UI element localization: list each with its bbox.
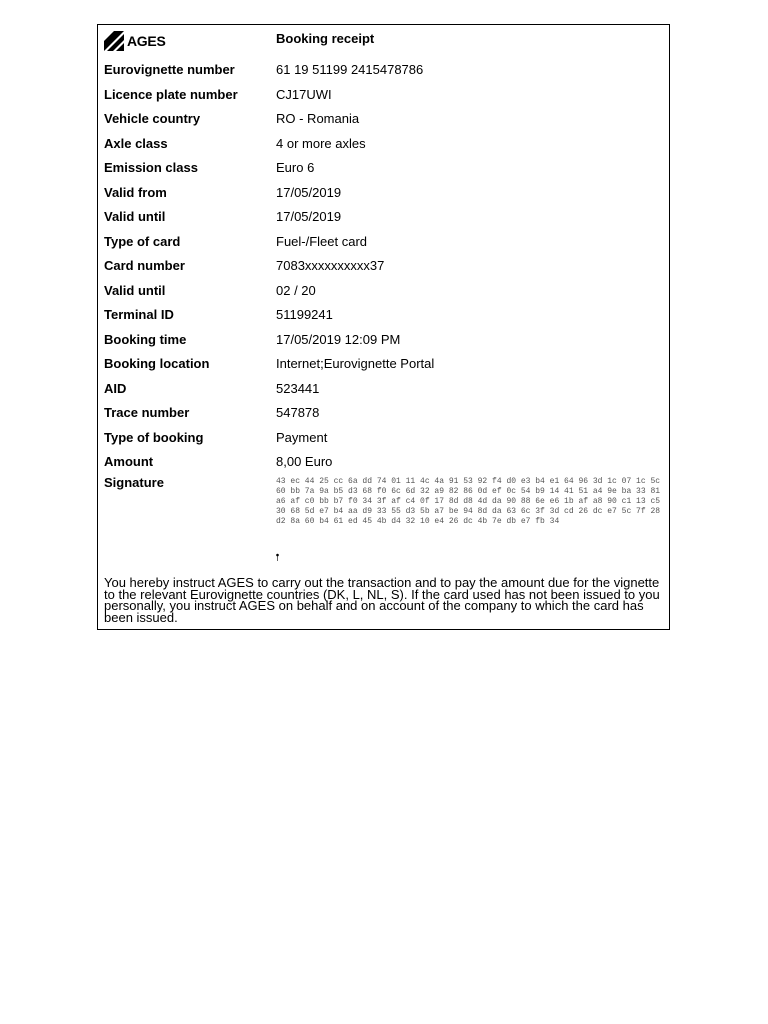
field-row (98, 327, 669, 352)
field-label: Valid from (104, 184, 167, 200)
field-value: Euro 6 (276, 160, 315, 175)
receipt-header (98, 25, 669, 57)
field-value: Fuel-/Fleet card (276, 233, 368, 249)
ages-logo (104, 30, 165, 52)
field-row (98, 57, 669, 82)
field-label: Type of booking (104, 429, 204, 445)
receipt-title: Booking receipt (276, 31, 375, 46)
field-label: Booking time (104, 331, 187, 347)
field-value: 17/05/2019 (276, 184, 342, 200)
field-value: Internet;Eurovignette Portal (276, 356, 435, 371)
field-label: Card number (104, 258, 185, 273)
field-row (98, 278, 669, 303)
ages-logo-icon (104, 31, 124, 51)
field-row (98, 180, 669, 205)
field-value: 17/05/2019 (276, 209, 342, 224)
signature-value: 43 ec 44 25 cc 6a dd 74 01 11 4c 4a 91 53 92 f4 d0 e3 b4 e1 64 96 3d 1c 07 1c 5c 60 bb 7a 9a b5 d3 68 f0 6c 6d 32 a9 82 86 0d ef 0c 54 b9 14 41 51 a4 9e ba 33 81 a6 af c0 bb b7 f0 34 3f af c4 0f 17 8d d8 4d da 90 88 6e e6 1b af a8 90 c1 13 c5 30 68 5d e7 b4 aa d9 33 55 d3 5b a7 be 94 8d da 63 6c 3f 3d cd 26 dc e7 5c 7f 28 d2 8a 60 b4 61 ed 45 4b d4 32 10 e4 26 dc 4b 7e db e7 fb 34 (276, 477, 661, 526)
field-value: 7083xxxxxxxxxx37 (276, 258, 385, 273)
field-row (98, 376, 669, 401)
field-label: AID (104, 380, 127, 396)
field-value: 02 / 20 (276, 282, 316, 298)
field-label: Terminal ID (104, 307, 174, 322)
field-row (98, 253, 669, 278)
field-value: 17/05/2019 12:09 PM (276, 331, 401, 347)
field-label: Valid until (104, 282, 166, 298)
field-row (98, 425, 669, 450)
field-label: Vehicle country (104, 111, 201, 126)
field-value: 523441 (276, 380, 320, 396)
field-row (98, 229, 669, 254)
field-row (98, 131, 669, 156)
field-value: 51199241 (276, 307, 333, 322)
field-row (98, 155, 669, 180)
field-row (98, 351, 669, 376)
field-value: 547878 (276, 405, 320, 420)
field-row (98, 449, 669, 474)
signature-label: Signature (104, 475, 164, 490)
field-row (98, 106, 669, 131)
field-label: Booking location (104, 356, 210, 371)
field-label: Amount (104, 454, 154, 469)
field-label: Axle class (104, 135, 168, 151)
field-row (98, 82, 669, 107)
field-label: Trace number (104, 405, 190, 420)
field-label: Emission class (104, 160, 198, 175)
field-label: Valid until (104, 209, 166, 224)
field-label: Eurovignette number (104, 62, 235, 77)
field-row (98, 302, 669, 327)
field-row (98, 400, 669, 425)
field-value: 4 or more axles (276, 135, 366, 151)
field-value: 8,00 Euro (276, 454, 333, 469)
field-value: 61 19 51199 2415478786 (276, 62, 424, 77)
signature-mark-icon (276, 553, 279, 561)
logo-text: AGES (127, 33, 166, 49)
field-row (98, 204, 669, 229)
field-value: CJ17UWI (276, 86, 332, 102)
field-label: Licence plate number (104, 86, 238, 102)
booking-receipt (97, 24, 670, 630)
field-value: RO - Romania (276, 111, 360, 126)
field-list (98, 57, 669, 474)
disclaimer-text: You hereby instruct AGES to carry out the transaction and to pay the amount due for the vignette to the relevant Eurovignette countries (DK, L, NL, S). If the card used has not been issued to you personally, you instruct AGES on behalf and on account of the company to which the card has been issued. (104, 575, 660, 625)
field-label: Type of card (104, 233, 181, 249)
field-value: Payment (276, 429, 328, 445)
